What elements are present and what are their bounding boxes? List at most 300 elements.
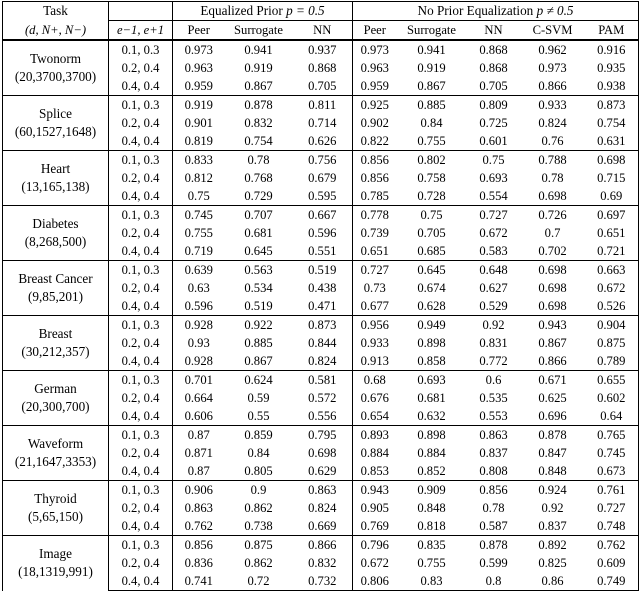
value-cell: 0.529 bbox=[479, 299, 508, 313]
value-cell: 0.738 bbox=[244, 519, 273, 533]
value-cell: 0.871 bbox=[173, 444, 225, 462]
value-cell: 0.878 bbox=[521, 426, 585, 445]
noise-rate-cell: 0.4, 0.4 bbox=[109, 352, 173, 371]
value-cell: 0.679 bbox=[308, 171, 337, 185]
value-cell: 0.868 bbox=[479, 61, 508, 75]
value-cell: 0.916 bbox=[585, 40, 639, 59]
value-cell: 0.626 bbox=[308, 134, 337, 148]
table-row bbox=[3, 426, 639, 445]
noise-rate-cell: 0.4, 0.4 bbox=[109, 242, 173, 261]
noise-rate-cell: 0.2, 0.4 bbox=[109, 169, 173, 187]
value-cell: 0.795 bbox=[293, 426, 353, 445]
value-cell: 0.645 bbox=[397, 261, 467, 280]
value-cell: 0.75 bbox=[467, 151, 521, 170]
value-cell: 0.812 bbox=[173, 169, 225, 187]
value-cell: 0.856 bbox=[467, 481, 521, 500]
value-cell: 0.755 bbox=[173, 224, 225, 242]
results-table bbox=[2, 1, 639, 591]
value-cell: 0.72 bbox=[225, 572, 293, 591]
dataset-name: Heart bbox=[40, 161, 71, 176]
value-cell: 0.84 bbox=[420, 116, 443, 130]
value-cell: 0.625 bbox=[538, 391, 567, 405]
value-cell: 0.963 bbox=[173, 59, 225, 77]
value-cell: 0.768 bbox=[244, 171, 273, 185]
value-cell: 0.856 bbox=[353, 151, 397, 170]
col-eq-surrogate: Surrogate bbox=[225, 21, 293, 41]
value-cell: 0.941 bbox=[397, 40, 467, 59]
value-cell: 0.606 bbox=[173, 407, 225, 426]
value-cell: 0.727 bbox=[353, 261, 397, 280]
value-cell: 0.535 bbox=[479, 391, 508, 405]
value-cell: 0.761 bbox=[585, 481, 639, 500]
value-cell: 0.885 bbox=[397, 96, 467, 115]
value-cell: 0.655 bbox=[585, 371, 639, 390]
value-cell: 0.866 bbox=[538, 354, 567, 368]
value-cell: 0.824 bbox=[538, 116, 567, 130]
value-cell: 0.92 bbox=[541, 501, 564, 515]
value-cell: 0.928 bbox=[173, 352, 225, 371]
noise-rate-cell: 0.2, 0.4 bbox=[109, 224, 173, 242]
value-cell: 0.714 bbox=[308, 116, 337, 130]
value-cell: 0.847 bbox=[538, 446, 567, 460]
value-cell: 0.84 bbox=[247, 446, 270, 460]
value-cell: 0.632 bbox=[417, 409, 446, 423]
dataset-name: Waveform bbox=[27, 436, 84, 451]
value-cell: 0.938 bbox=[585, 77, 639, 96]
table-row bbox=[3, 96, 639, 115]
noise-rate-cell: 0.1, 0.3 bbox=[109, 316, 173, 335]
value-cell: 0.581 bbox=[293, 371, 353, 390]
task-cell bbox=[3, 40, 109, 96]
value-cell: 0.833 bbox=[173, 151, 225, 170]
noise-rate-cell: 0.2, 0.4 bbox=[109, 499, 173, 517]
value-cell: 0.75 bbox=[397, 206, 467, 225]
value-cell: 0.943 bbox=[521, 316, 585, 335]
value-cell: 0.905 bbox=[353, 499, 397, 517]
dataset-params: (18,1319,991) bbox=[18, 564, 93, 580]
task-cell bbox=[3, 316, 109, 371]
noise-rate-cell: 0.2, 0.4 bbox=[109, 444, 173, 462]
col-eq-peer: Peer bbox=[173, 21, 225, 41]
value-cell: 0.83 bbox=[397, 572, 467, 591]
value-cell: 0.63 bbox=[173, 279, 225, 297]
value-cell: 0.868 bbox=[308, 61, 337, 75]
value-cell: 0.837 bbox=[538, 519, 567, 533]
value-cell: 0.76 bbox=[541, 134, 564, 148]
value-cell: 0.924 bbox=[521, 481, 585, 500]
noise-rate-cell: 0.1, 0.3 bbox=[109, 426, 173, 445]
value-cell: 0.681 bbox=[244, 226, 273, 240]
value-cell: 0.677 bbox=[353, 297, 397, 316]
value-cell: 0.624 bbox=[225, 371, 293, 390]
value-cell: 0.725 bbox=[479, 116, 508, 130]
noise-rate-cell: 0.1, 0.3 bbox=[109, 261, 173, 280]
value-cell: 0.937 bbox=[293, 40, 353, 59]
equalized-label: Equalized Prior bbox=[200, 3, 283, 18]
table-row bbox=[3, 371, 639, 390]
value-cell: 0.925 bbox=[353, 96, 397, 115]
value-cell: 0.873 bbox=[293, 316, 353, 335]
value-cell: 0.824 bbox=[308, 354, 337, 368]
value-cell: 0.667 bbox=[293, 206, 353, 225]
noprior-condition: p ≠ 0.5 bbox=[536, 3, 574, 18]
value-cell: 0.698 bbox=[538, 189, 567, 203]
value-cell: 0.973 bbox=[538, 61, 567, 75]
value-cell: 0.639 bbox=[173, 261, 225, 280]
table-row bbox=[3, 481, 639, 500]
value-cell: 0.698 bbox=[585, 151, 639, 170]
value-cell: 0.904 bbox=[585, 316, 639, 335]
value-cell: 0.715 bbox=[585, 169, 639, 187]
value-cell: 0.856 bbox=[353, 169, 397, 187]
value-cell: 0.935 bbox=[585, 59, 639, 77]
noise-rate-cell: 0.2, 0.4 bbox=[109, 114, 173, 132]
value-cell: 0.867 bbox=[244, 79, 273, 93]
value-cell: 0.59 bbox=[247, 391, 270, 405]
value-cell: 0.906 bbox=[173, 481, 225, 500]
value-cell: 0.438 bbox=[308, 281, 337, 295]
noise-rate-cell: 0.2, 0.4 bbox=[109, 279, 173, 297]
noise-rate-cell: 0.4, 0.4 bbox=[109, 407, 173, 426]
value-cell: 0.898 bbox=[417, 336, 446, 350]
noise-rate-cell: 0.2, 0.4 bbox=[109, 59, 173, 77]
value-cell: 0.973 bbox=[353, 40, 397, 59]
value-cell: 0.756 bbox=[293, 151, 353, 170]
col-np-pam: PAM bbox=[585, 21, 639, 41]
value-cell: 0.848 bbox=[417, 501, 446, 515]
value-cell: 0.867 bbox=[417, 79, 446, 93]
value-cell: 0.852 bbox=[417, 464, 446, 478]
value-cell: 0.596 bbox=[308, 226, 337, 240]
value-cell: 0.858 bbox=[417, 354, 446, 368]
value-cell: 0.898 bbox=[397, 426, 467, 445]
noise-rate-cell: 0.4, 0.4 bbox=[109, 77, 173, 96]
dataset-name: Breast bbox=[38, 326, 73, 341]
value-cell: 0.673 bbox=[585, 462, 639, 481]
value-cell: 0.809 bbox=[467, 96, 521, 115]
task-cell bbox=[3, 206, 109, 261]
dataset-params: (8,268,500) bbox=[24, 234, 87, 249]
value-cell: 0.901 bbox=[173, 114, 225, 132]
dataset-name: Thyroid bbox=[34, 491, 77, 506]
value-cell: 0.959 bbox=[173, 77, 225, 96]
value-cell: 0.863 bbox=[173, 499, 225, 517]
value-cell: 0.778 bbox=[353, 206, 397, 225]
value-cell: 0.762 bbox=[585, 536, 639, 555]
value-cell: 0.748 bbox=[585, 517, 639, 536]
value-cell: 0.856 bbox=[173, 536, 225, 555]
value-cell: 0.78 bbox=[541, 171, 564, 185]
value-cell: 0.595 bbox=[308, 189, 337, 203]
value-cell: 0.928 bbox=[173, 316, 225, 335]
value-cell: 0.73 bbox=[353, 279, 397, 297]
value-cell: 0.892 bbox=[521, 536, 585, 555]
value-cell: 0.693 bbox=[479, 171, 508, 185]
value-cell: 0.919 bbox=[173, 96, 225, 115]
value-cell: 0.959 bbox=[353, 77, 397, 96]
value-cell: 0.788 bbox=[521, 151, 585, 170]
dataset-params: (30,212,357) bbox=[21, 344, 90, 359]
noise-rate-cell: 0.1, 0.3 bbox=[109, 371, 173, 390]
value-cell: 0.885 bbox=[244, 336, 273, 350]
value-cell: 0.672 bbox=[353, 554, 397, 572]
value-cell: 0.705 bbox=[308, 79, 337, 93]
value-cell: 0.754 bbox=[244, 134, 273, 148]
col-np-peer: Peer bbox=[353, 21, 397, 41]
value-cell: 0.602 bbox=[585, 389, 639, 407]
value-cell: 0.55 bbox=[247, 409, 270, 423]
value-cell: 0.862 bbox=[244, 501, 273, 515]
dataset-name: Breast Cancer bbox=[18, 271, 93, 286]
noise-rate-cell: 0.1, 0.3 bbox=[109, 151, 173, 170]
value-cell: 0.664 bbox=[173, 389, 225, 407]
equalized-prior-header bbox=[173, 2, 353, 21]
value-cell: 0.873 bbox=[585, 96, 639, 115]
value-cell: 0.805 bbox=[244, 464, 273, 478]
value-cell: 0.866 bbox=[538, 79, 567, 93]
value-cell: 0.818 bbox=[417, 519, 446, 533]
value-cell: 0.832 bbox=[308, 556, 337, 570]
value-cell: 0.844 bbox=[308, 336, 337, 350]
value-cell: 0.628 bbox=[417, 299, 446, 313]
value-cell: 0.745 bbox=[173, 206, 225, 225]
value-cell: 0.769 bbox=[353, 517, 397, 536]
value-cell: 0.645 bbox=[244, 244, 273, 258]
value-cell: 0.69 bbox=[585, 187, 639, 206]
value-cell: 0.651 bbox=[353, 242, 397, 261]
value-cell: 0.863 bbox=[467, 426, 521, 445]
value-cell: 0.663 bbox=[585, 261, 639, 280]
value-cell: 0.676 bbox=[353, 389, 397, 407]
value-cell: 0.819 bbox=[173, 132, 225, 151]
value-cell: 0.698 bbox=[538, 299, 567, 313]
value-cell: 0.87 bbox=[173, 426, 225, 445]
noise-rate-cell: 0.1, 0.3 bbox=[109, 206, 173, 225]
value-cell: 0.654 bbox=[353, 407, 397, 426]
noise-rate-cell: 0.1, 0.3 bbox=[109, 481, 173, 500]
task-cell bbox=[3, 481, 109, 536]
value-cell: 0.758 bbox=[417, 171, 446, 185]
value-cell: 0.919 bbox=[244, 61, 273, 75]
value-cell: 0.729 bbox=[244, 189, 273, 203]
dataset-params: (20,3700,3700) bbox=[14, 69, 97, 84]
dataset-params: (60,1527,1648) bbox=[14, 124, 97, 139]
value-cell: 0.672 bbox=[585, 279, 639, 297]
value-cell: 0.868 bbox=[467, 40, 521, 59]
value-cell: 0.913 bbox=[353, 352, 397, 371]
noise-rate-cell: 0.4, 0.4 bbox=[109, 572, 173, 591]
value-cell: 0.572 bbox=[308, 391, 337, 405]
value-cell: 0.726 bbox=[521, 206, 585, 225]
value-cell: 0.837 bbox=[479, 446, 508, 460]
value-cell: 0.553 bbox=[479, 409, 508, 423]
value-cell: 0.697 bbox=[585, 206, 639, 225]
value-cell: 0.862 bbox=[244, 556, 273, 570]
value-cell: 0.648 bbox=[467, 261, 521, 280]
value-cell: 0.754 bbox=[585, 114, 639, 132]
value-cell: 0.7 bbox=[544, 226, 561, 240]
noise-rate-cell: 0.4, 0.4 bbox=[109, 297, 173, 316]
value-cell: 0.519 bbox=[293, 261, 353, 280]
task-cell bbox=[3, 426, 109, 481]
value-cell: 0.943 bbox=[353, 481, 397, 500]
value-cell: 0.962 bbox=[521, 40, 585, 59]
value-cell: 0.878 bbox=[467, 536, 521, 555]
value-cell: 0.831 bbox=[479, 336, 508, 350]
value-cell: 0.796 bbox=[353, 536, 397, 555]
value-cell: 0.6 bbox=[467, 371, 521, 390]
value-cell: 0.707 bbox=[225, 206, 293, 225]
noise-rate-cell: 0.1, 0.3 bbox=[109, 536, 173, 555]
value-cell: 0.933 bbox=[353, 334, 397, 352]
noise-rate-cell: 0.2, 0.4 bbox=[109, 389, 173, 407]
noise-rate-cell: 0.4, 0.4 bbox=[109, 517, 173, 536]
value-cell: 0.526 bbox=[585, 297, 639, 316]
value-cell: 0.867 bbox=[244, 354, 273, 368]
dataset-params: (5,65,150) bbox=[28, 509, 83, 524]
value-cell: 0.599 bbox=[479, 556, 508, 570]
value-cell: 0.596 bbox=[173, 297, 225, 316]
value-cell: 0.629 bbox=[308, 464, 337, 478]
value-cell: 0.551 bbox=[308, 244, 337, 258]
noise-rate-cell: 0.2, 0.4 bbox=[109, 554, 173, 572]
value-cell: 0.933 bbox=[521, 96, 585, 115]
value-cell: 0.789 bbox=[585, 352, 639, 371]
value-cell: 0.698 bbox=[521, 261, 585, 280]
value-cell: 0.587 bbox=[479, 519, 508, 533]
value-cell: 0.685 bbox=[417, 244, 446, 258]
value-cell: 0.86 bbox=[521, 572, 585, 591]
dataset-name: Image bbox=[39, 546, 72, 562]
value-cell: 0.806 bbox=[353, 572, 397, 591]
table-body bbox=[3, 40, 639, 591]
noprior-label: No Prior Equalization bbox=[417, 3, 534, 18]
value-cell: 0.705 bbox=[417, 226, 446, 240]
value-cell: 0.701 bbox=[173, 371, 225, 390]
dataset-name: German bbox=[34, 381, 77, 396]
value-cell: 0.681 bbox=[417, 391, 446, 405]
value-cell: 0.893 bbox=[353, 426, 397, 445]
value-cell: 0.802 bbox=[397, 151, 467, 170]
value-cell: 0.963 bbox=[353, 59, 397, 77]
noise-rate-cell: 0.1, 0.3 bbox=[109, 40, 173, 59]
value-cell: 0.556 bbox=[308, 409, 337, 423]
dataset-name: Splice bbox=[39, 106, 72, 121]
value-cell: 0.9 bbox=[225, 481, 293, 500]
task-cell bbox=[3, 151, 109, 206]
value-cell: 0.853 bbox=[353, 462, 397, 481]
value-cell: 0.68 bbox=[353, 371, 397, 390]
value-cell: 0.534 bbox=[244, 281, 273, 295]
value-cell: 0.822 bbox=[353, 132, 397, 151]
value-cell: 0.745 bbox=[585, 444, 639, 462]
value-cell: 0.741 bbox=[173, 572, 225, 591]
no-prior-header bbox=[353, 2, 639, 21]
value-cell: 0.835 bbox=[397, 536, 467, 555]
value-cell: 0.721 bbox=[585, 242, 639, 261]
table-row bbox=[3, 206, 639, 225]
value-cell: 0.832 bbox=[244, 116, 273, 130]
value-cell: 0.727 bbox=[585, 499, 639, 517]
value-cell: 0.749 bbox=[585, 572, 639, 591]
task-cell bbox=[3, 536, 109, 591]
value-cell: 0.836 bbox=[173, 554, 225, 572]
value-cell: 0.669 bbox=[308, 519, 337, 533]
task-header: Task bbox=[3, 2, 109, 21]
value-cell: 0.75 bbox=[173, 187, 225, 206]
task-cell bbox=[3, 261, 109, 316]
value-cell: 0.732 bbox=[293, 572, 353, 591]
value-cell: 0.875 bbox=[225, 536, 293, 555]
value-cell: 0.772 bbox=[479, 354, 508, 368]
noise-rate-cell: 0.2, 0.4 bbox=[109, 334, 173, 352]
value-cell: 0.471 bbox=[308, 299, 337, 313]
value-cell: 0.696 bbox=[538, 409, 567, 423]
col-np-csvm: C-SVM bbox=[521, 21, 585, 41]
value-cell: 0.785 bbox=[353, 187, 397, 206]
value-cell: 0.601 bbox=[479, 134, 508, 148]
value-cell: 0.698 bbox=[308, 446, 337, 460]
value-cell: 0.702 bbox=[538, 244, 567, 258]
noise-rate-cell: 0.4, 0.4 bbox=[109, 132, 173, 151]
col-eq-nn: NN bbox=[293, 21, 353, 41]
value-cell: 0.884 bbox=[417, 446, 446, 460]
table-row bbox=[3, 261, 639, 280]
value-cell: 0.693 bbox=[397, 371, 467, 390]
value-cell: 0.698 bbox=[538, 281, 567, 295]
value-cell: 0.762 bbox=[173, 517, 225, 536]
value-cell: 0.671 bbox=[521, 371, 585, 390]
params-header: (d, N+, N−) bbox=[3, 21, 109, 41]
value-cell: 0.8 bbox=[467, 572, 521, 591]
value-cell: 0.863 bbox=[293, 481, 353, 500]
value-cell: 0.867 bbox=[538, 336, 567, 350]
value-cell: 0.583 bbox=[479, 244, 508, 258]
value-cell: 0.909 bbox=[397, 481, 467, 500]
col-np-nn: NN bbox=[467, 21, 521, 41]
value-cell: 0.78 bbox=[225, 151, 293, 170]
value-cell: 0.727 bbox=[467, 206, 521, 225]
dataset-name: Twonorm bbox=[29, 51, 82, 66]
value-cell: 0.674 bbox=[417, 281, 446, 295]
value-cell: 0.973 bbox=[173, 40, 225, 59]
value-cell: 0.755 bbox=[417, 556, 446, 570]
value-cell: 0.956 bbox=[353, 316, 397, 335]
table-row bbox=[3, 151, 639, 170]
value-cell: 0.765 bbox=[585, 426, 639, 445]
value-cell: 0.728 bbox=[417, 189, 446, 203]
value-cell: 0.941 bbox=[225, 40, 293, 59]
value-cell: 0.825 bbox=[538, 556, 567, 570]
noise-header: e−1, e+1 bbox=[109, 21, 173, 41]
value-cell: 0.651 bbox=[585, 224, 639, 242]
dataset-params: (9,85,201) bbox=[28, 289, 83, 304]
value-cell: 0.878 bbox=[225, 96, 293, 115]
value-cell: 0.866 bbox=[293, 536, 353, 555]
value-cell: 0.919 bbox=[417, 61, 446, 75]
value-cell: 0.609 bbox=[585, 554, 639, 572]
value-cell: 0.93 bbox=[173, 334, 225, 352]
value-cell: 0.563 bbox=[225, 261, 293, 280]
value-cell: 0.824 bbox=[308, 501, 337, 515]
value-cell: 0.739 bbox=[353, 224, 397, 242]
value-cell: 0.627 bbox=[479, 281, 508, 295]
dataset-name: Diabetes bbox=[32, 216, 79, 231]
value-cell: 0.78 bbox=[482, 501, 505, 515]
table-row bbox=[3, 316, 639, 335]
table-row bbox=[3, 536, 639, 555]
value-cell: 0.808 bbox=[479, 464, 508, 478]
